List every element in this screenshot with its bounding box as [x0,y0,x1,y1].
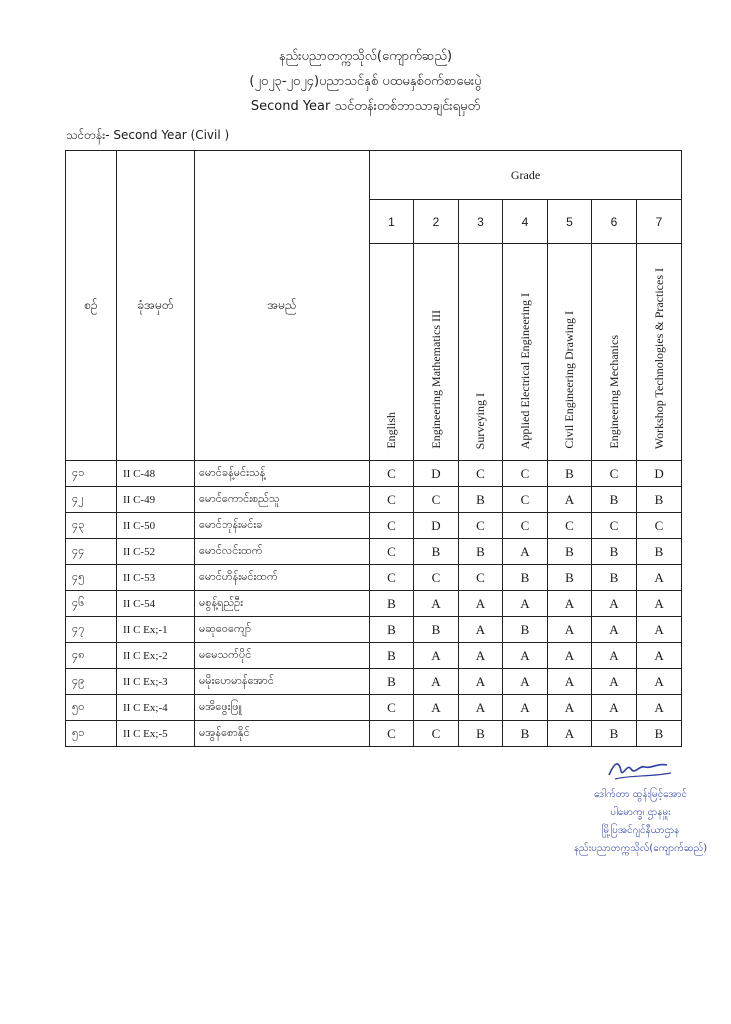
serial-cell: ၄၇ [66,617,117,643]
grade-cell: B [459,539,503,565]
grade-cell: B [548,461,592,487]
subject-name-cell [503,244,548,461]
grade-cell: B [548,565,592,591]
roll-number-cell: II C-49 [117,487,195,513]
table-row [66,669,682,695]
grade-cell: B [370,591,414,617]
grade-cell: A [503,695,548,721]
grade-cell: B [370,669,414,695]
subject-name: Applied Electrical Engineering I [517,292,532,449]
grade-cell: A [503,643,548,669]
grade-cell: C [637,513,682,539]
serial-cell: ၄၁ [66,461,117,487]
serial-cell: ၅၀ [66,695,117,721]
exam-title: (၂၀၂၃-၂၀၂၄)ပညာသင်နှစ် ပထမနှစ်ဝက်စာမေးပွဲ [249,74,482,89]
grade-cell: C [370,721,414,747]
grade-cell: A [414,643,459,669]
grade-cell: A [637,669,682,695]
grade-cell: C [370,565,414,591]
grade-cell: C [503,487,548,513]
grade-cell: A [592,591,637,617]
subject-name: Surveying I [473,392,487,449]
subject-name-cell [414,244,459,461]
grade-cell: B [459,487,503,513]
table-row [66,617,682,643]
serial-cell: ၄၄ [66,539,117,565]
roll-number-cell: II C-50 [117,513,195,539]
grade-cell: C [459,513,503,539]
grade-cell: B [414,539,459,565]
grade-cell: C [459,565,503,591]
grades-table [65,150,682,747]
grade-cell: C [370,461,414,487]
table-row [66,461,682,487]
roll-number-cell: II C-53 [117,565,195,591]
signatory-university: နည်းပညာတက္ကသိုလ်(ကျောက်ဆည်) [573,843,708,854]
subject-number: 6 [592,200,637,244]
serial-cell: ၄၆ [66,591,117,617]
grade-cell: A [414,669,459,695]
grade-cell: B [637,539,682,565]
table-row [66,721,682,747]
student-name-cell: မစွန့်ရည်ဦး [195,591,370,617]
grade-cell: A [414,591,459,617]
grades-body [66,461,682,747]
grade-cell: A [548,617,592,643]
grade-cell: A [592,695,637,721]
roll-number-cell: II C Ex;-4 [117,695,195,721]
roll-number-cell: II C Ex;-3 [117,669,195,695]
grade-cell: A [414,695,459,721]
roll-number-cell: II C Ex;-5 [117,721,195,747]
header-roll-number: ခုံအမှတ် [117,151,195,461]
grade-cell: A [503,669,548,695]
grade-cell: A [637,591,682,617]
grade-cell: B [548,539,592,565]
subject-name-cell [370,244,414,461]
roll-number-cell: II C Ex;-2 [117,643,195,669]
grade-cell: A [459,591,503,617]
student-name-cell: မောင်လင်းထက် [195,539,370,565]
grade-cell: C [414,565,459,591]
subject-number: 2 [414,200,459,244]
table-row [66,539,682,565]
table-row [66,487,682,513]
serial-cell: ၄၉ [66,669,117,695]
grade-cell: C [414,721,459,747]
grade-cell: C [592,513,637,539]
subject-name: Engineering Mathematics III [428,310,443,449]
grade-cell: A [548,721,592,747]
grade-cell: B [592,565,637,591]
grade-cell: C [370,513,414,539]
roll-number-cell: II C-52 [117,539,195,565]
table-row [66,695,682,721]
grade-cell: B [370,617,414,643]
student-name-cell: မအိဖွေးဖြူ [195,695,370,721]
grade-cell: C [592,461,637,487]
subject-name: Workshop Technologies & Practices I [651,267,666,449]
grade-cell: A [459,617,503,643]
report-title: Second Year သင်တန်းတစ်ဘာသာချင်းရမှတ် [250,99,481,114]
student-name-cell: မအွန်စောနိုင် [195,721,370,747]
student-name-cell: မောင်ဘုန်းမင်းခ [195,513,370,539]
class-label: သင်တန်း- Second Year (Civil ) [66,128,230,142]
grade-cell: D [414,513,459,539]
grade-cell: A [637,565,682,591]
grade-cell: C [503,461,548,487]
subject-number: 5 [548,200,592,244]
grade-cell: D [637,461,682,487]
grade-cell: C [370,487,414,513]
roll-number-cell: II C-54 [117,591,195,617]
grade-cell: A [548,669,592,695]
grade-cell: B [503,617,548,643]
serial-cell: ၄၃ [66,513,117,539]
grade-cell: C [503,513,548,539]
grade-cell: A [548,695,592,721]
student-name-cell: မမိုးဟေမာန်အောင် [195,669,370,695]
grade-cell: A [592,617,637,643]
serial-cell: ၄၈ [66,643,117,669]
grade-cell: B [637,487,682,513]
signatory-name: ဒေါက်တာ ထွန်းမြင့်အောင် [594,789,687,800]
table-row [66,513,682,539]
serial-cell: ၅၁ [66,721,117,747]
subject-name-cell [637,244,682,461]
grade-cell: A [459,643,503,669]
grade-cell: A [548,643,592,669]
document-header [0,44,731,119]
subject-name-cell [592,244,637,461]
grade-cell: C [548,513,592,539]
university-name: နည်းပညာတက္ကသိုလ်(ကျောက်ဆည်) [278,49,453,64]
grade-cell: A [637,643,682,669]
subject-number: 4 [503,200,548,244]
grade-cell: D [414,461,459,487]
subject-name: Engineering Mechanics [606,335,621,449]
grade-cell: C [370,539,414,565]
grade-cell: C [370,695,414,721]
subject-number: 7 [637,200,682,244]
grade-cell: A [637,617,682,643]
grade-cell: B [592,721,637,747]
signatory-department: မြို့ပြအင်ဂျင်နီယာဌာန [601,825,680,836]
subject-name-cell [548,244,592,461]
grade-cell: A [592,643,637,669]
grade-cell: B [503,565,548,591]
serial-cell: ၄၅ [66,565,117,591]
grade-cell: B [637,721,682,747]
signatory-title: ပါမောက္ခ၊ ဌာနမှူး [610,807,671,818]
grade-cell: C [414,487,459,513]
grade-cell: B [592,539,637,565]
grade-cell: B [592,487,637,513]
grade-cell: A [503,591,548,617]
grade-cell: B [370,643,414,669]
grade-cell: A [503,539,548,565]
subject-number: 3 [459,200,503,244]
grade-cell: A [459,669,503,695]
student-name-cell: မမေသက်ပိုင် [195,643,370,669]
signature-scribble [601,757,681,783]
roll-number-cell: II C-48 [117,461,195,487]
serial-cell: ၄၂ [66,487,117,513]
grade-cell: A [548,487,592,513]
subject-name: Civil Engineering Drawing I [562,311,576,449]
grade-cell: A [637,695,682,721]
grade-cell: B [503,721,548,747]
grade-cell: B [414,617,459,643]
subject-number: 1 [370,200,414,244]
signature-block [548,757,731,858]
student-name-cell: မောင်ဟိန်းမင်းထက် [195,565,370,591]
grade-cell: B [459,721,503,747]
student-name-cell: မောင်ကောင်းစည်သူ [195,487,370,513]
table-row [66,565,682,591]
grade-cell: C [459,461,503,487]
grade-cell: A [459,695,503,721]
table-row [66,643,682,669]
grade-cell: A [592,669,637,695]
header-name: အမည် [195,151,370,461]
student-name-cell: မဆုဝေကျော် [195,617,370,643]
header-grade: Grade [370,151,682,200]
table-row [66,591,682,617]
student-name-cell: မောင်ခန့်မင်းသန့် [195,461,370,487]
subject-name: English [384,412,398,449]
subject-name-cell [459,244,503,461]
roll-number-cell: II C Ex;-1 [117,617,195,643]
header-serial: စဉ် [66,151,117,461]
grade-cell: A [548,591,592,617]
